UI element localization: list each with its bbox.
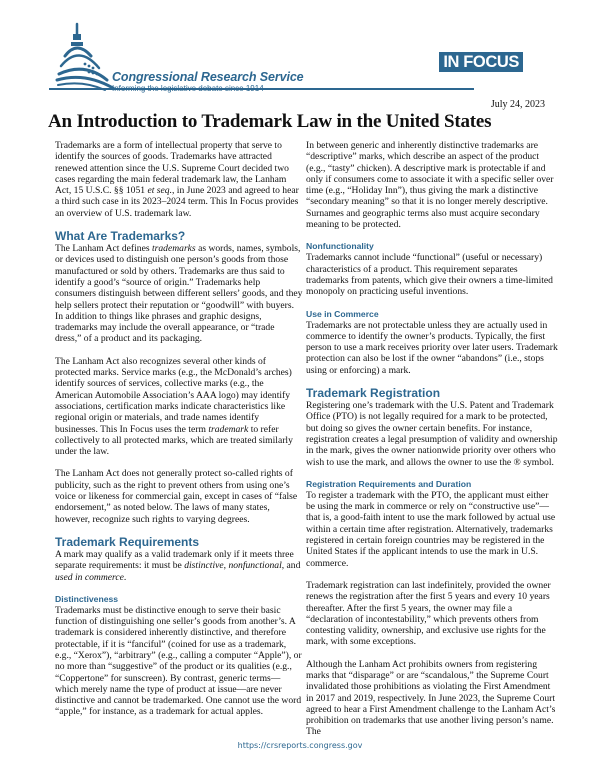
text-span: , in June 2023 and agreed to hear a third such case in its 2023–2024 term. This In Focus provides an overview of U.S. trademark law. (55, 185, 299, 219)
paragraph: Trademarks are not protectable unless they are actually used in commerce to identify the owner’s products. Typically, the first person to use a mark receives priority over later users. Trademark protection can also be lost if the owner “abandons” (i.e., stops using or enforcing) a mark. (306, 319, 558, 376)
text-span: . (123, 571, 127, 583)
right-column (306, 140, 558, 749)
italic-text: trademarks (151, 243, 196, 255)
text-span: The Lanham Act also recognizes several other kinds of protected marks. Service marks (e.g., the McDonald’s arches) identify sources of services, collective marks (e.g., the American Automobile Association’s AAA logo) may identify associations, certification marks indicate characteristics like regional origin or materials, and trade names identify businesses. This In Focus uses the term (55, 355, 292, 435)
report-header (50, 22, 560, 102)
text-span: , and (281, 560, 301, 572)
italic-text: nonfunctional (228, 560, 282, 572)
subsection-heading-use-in-commerce: Use in Commerce (306, 308, 379, 319)
paragraph (55, 356, 303, 458)
italic-text: trademark (208, 423, 249, 435)
subsection-heading-nonfunctionality: Nonfunctionality (306, 241, 374, 252)
page-footer (0, 741, 600, 750)
italic-text: distinctive (184, 560, 224, 572)
paragraph: The Lanham Act does not generally protect so-called rights of publicity, such as the right to prevent others from using one’s voice or likeness for commercial gain, except in cases of “false endorsement,” as noted below. The laws of many states, however, recognize such rights to varying degrees. (55, 468, 298, 525)
text-span: as words, names, symbols, or devices used to distinguish one person’s goods from those manufactured or sold by others. Trademarks are thus said to identify a good’s “source of origin.” Trademarks help consumers distinguish between different sellers’ goods, and they help sellers protect their reputation or “goodwill” with buyers. In addition to things like phrases and graphic designs, trademarks may include the overall appearance, or “trade dress,” of a product and its packaging. (55, 243, 303, 345)
paragraph: Registering one’s trademark with the U.S. Patent and Trademark Office (PTO) is not legally required for a mark to be protected, but doing so gives the owner certain benefits. For instance, registration creates a legal presumption of validity and ownership in the mark, gives the owner nationwide priority over others who wish to use the mark, and allows the owner to use the ® symbol. (306, 400, 558, 468)
capitol-dome-logo-icon (55, 22, 115, 92)
org-name: Congressional Research Service (112, 70, 304, 84)
subsection-heading-distinctiveness: Distinctiveness (55, 593, 119, 604)
paragraph: Trademarks cannot include “functional” (useful or necessary) characteristics of a product. This requirement separates trademarks from patents, which give their owners a time-limited monopoly on practicing useful inventions. (306, 252, 553, 298)
publication-date: July 24, 2023 (490, 99, 545, 110)
left-column (55, 140, 303, 729)
italic-text: used in commerce (55, 571, 124, 583)
text-span: to refer collectively to all protected marks, which are treated similarly under the law. (55, 423, 293, 458)
crs-reports-link[interactable]: https://crsreports.congress.gov (237, 741, 363, 750)
paragraph: Trademark registration can last indefinitely, provided the owner renews the registration after the first 5 years and every 10 years thereafter. After the first 5 years, the owner may file a “declaration of incontestability,” which prevents others from contesting validity, ownership, and exclusive use rights for the mark, with some exceptions. (306, 579, 551, 648)
paragraph: Although the Lanham Act prohibits owners from registering marks that “disparage” or are “scandalous,” the Supreme Court invalidated those prohibitions as violating the First Amendment in 2017 and 2019, respectively. In June 2023, the Supreme Court agreed to hear a First Amendment challenge to the Lanham Act’s prohibition on trademarks that use another living person’s name. The (306, 658, 556, 738)
section-heading-trademark-requirements: Trademark Requirements (55, 534, 200, 549)
document-title: An Introduction to Trademark Law in the United States (48, 111, 492, 132)
italic-text: et seq. (147, 185, 172, 197)
section-heading-trademark-registration: Trademark Registration (306, 386, 441, 401)
text-span: Trademarks are a form of intellectual property that serve to identify the sources of goods. Trademarks have attracted renewed attention since the U.S. Supreme Court decided two cases regarding the main federal trademark law, the Lanham Act, 15 U.S.C. §§ 1051 (55, 140, 289, 197)
crs-brand (112, 70, 304, 94)
section-heading-what-are-trademarks: What Are Trademarks? (55, 229, 186, 244)
in-focus-badge: IN FOCUS (439, 52, 523, 72)
text-span: , (223, 560, 229, 572)
header-divider (49, 88, 474, 90)
text-span: A mark may qualify as a valid trademark only if it meets three separate requirements: it must be (55, 548, 294, 572)
paragraph (55, 243, 303, 345)
paragraph: In between generic and inherently distinctive trademarks are “descriptive” marks, which describe an aspect of the product (e.g., “tasty” chicken). A descriptive mark is protectable if and only if consumers come to associate it with a specific seller over time (e.g., “Holiday Inn”), thus giving the mark a distinctive “secondary meaning” so that it is no longer merely descriptive. Surnames and geographic terms also must acquire secondary meaning to be protected. (306, 140, 554, 231)
paragraph (55, 549, 303, 583)
paragraph: Trademarks must be distinctive enough to serve their basic function of distinguishing one seller’s goods from another’s. A trademark is considered inherently distinctive, and therefore protectable, if it is “fanciful” (coined for use as a trademark, e.g., “Xerox”), “arbitrary” (e.g., calling a computer “Apple”), or no more than “suggestive” of the product or its qualities (e.g., “Coppertone” for sunscreen). By contrast, generic terms—which merely name the type of product at issue—are never distinctive and cannot be trademarked. One cannot use the word “apple,” for instance, as a trademark for actual apples. (55, 604, 302, 718)
text-span: The Lanham Act defines (55, 243, 152, 255)
subsection-heading-registration-requirements: Registration Requirements and Duration (306, 478, 472, 489)
paragraph: To register a trademark with the PTO, the applicant must either be using the mark in commerce or rely on “constructive use”—that is, a good-faith intent to use the mark followed by actual use within a certain time after registration. Alternatively, trademarks registered in certain foreign countries may be registered in the United States if the applicant intends to use the mark in U.S. commerce. (306, 489, 556, 569)
intro-paragraph (55, 140, 303, 219)
